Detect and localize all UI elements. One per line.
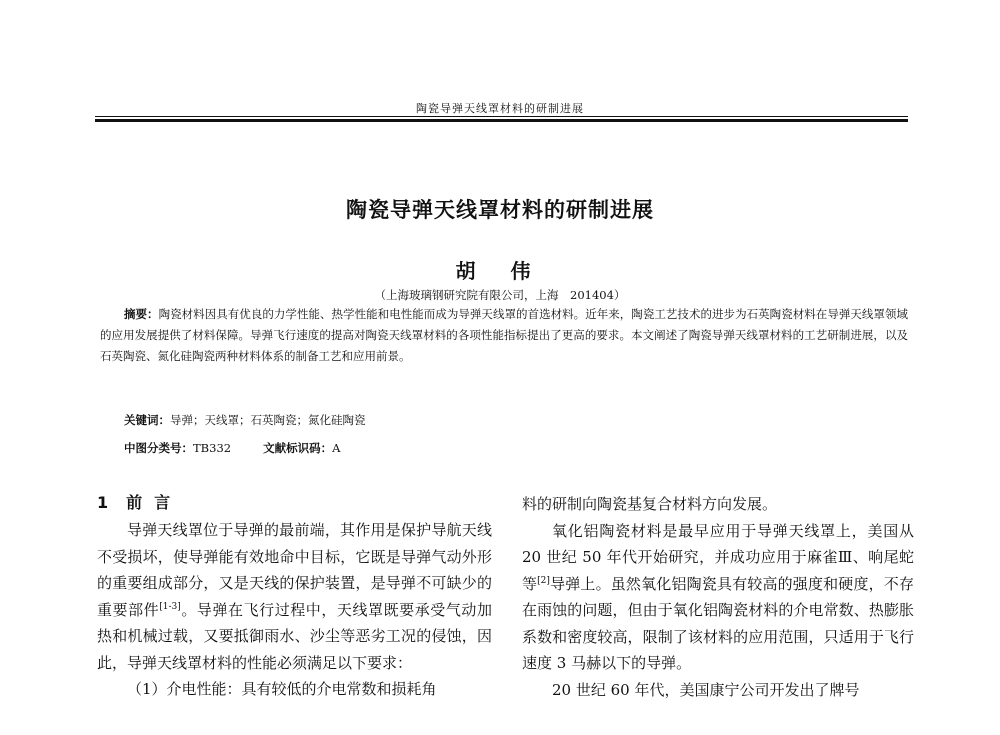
right-column xyxy=(522,491,914,703)
header-rule-thin xyxy=(95,116,908,117)
section-title: 前言 xyxy=(126,493,183,512)
citation: [1-3] xyxy=(159,601,181,612)
section-number: 1 xyxy=(97,493,109,512)
keywords-label: 关键词： xyxy=(124,413,170,427)
doc-code-label: 文献标识码： xyxy=(263,441,333,455)
doc-code-value: A xyxy=(332,441,341,455)
citation: [2] xyxy=(537,575,550,586)
keywords-text: 导弹；天线罩；石英陶瓷；氮化硅陶瓷 xyxy=(170,413,366,427)
left-column xyxy=(97,491,492,703)
running-header: 陶瓷导弹天线罩材料的研制进展 xyxy=(416,102,584,115)
affiliation: （上海玻璃钢研究院有限公司，上海 201404） xyxy=(374,288,626,302)
intro-paragraph: 导弹天线罩位于导弹的最前端，其作用是保护导航天线不受损坏，使导弹能有效地命中目标，它既是导弹气动外形的重要组成部分，又是天线的保护装置，是导弹不可缺少的重要部件[1-3]。导弹在飞行过程中，天线罩既要承受气动加热和机械过载，又要抵御雨水、沙尘等恶劣工况的侵蚀，因此，导弹天线罩材料的性能必须满足以下要求： xyxy=(97,521,492,672)
alumina-paragraph: 氧化铝陶瓷材料是最早应用于导弹天线罩上，美国从 20 世纪 50 年代开始研究，并成功应用于麻雀Ⅲ、响尾蛇等[2]导弹上。虽然氧化铝陶瓷具有较高的强度和硬度，不存在雨蚀的问题，但由于氧化铝陶瓷材料的介电常数、热膨胀系数和密度较高，限制了该材料的应用范围，只适用于飞行速度 3 马赫以下的导弹。 xyxy=(522,521,914,672)
corning-paragraph: 20 世纪 60 年代，美国康宁公司开发出了牌号 xyxy=(552,680,860,699)
continued-paragraph: 料的研制向陶瓷基复合材料方向发展。 xyxy=(522,495,778,513)
paper-title: 陶瓷导弹天线罩材料的研制进展 xyxy=(346,198,654,222)
author: 胡 伟 xyxy=(455,259,545,283)
abstract-label: 摘要： xyxy=(124,307,159,321)
requirement-item: （1）介电性能：具有较低的介电常数和损耗角 xyxy=(127,680,437,698)
clc-label: 中图分类号： xyxy=(124,441,193,455)
clc-value: TB332 xyxy=(193,441,232,455)
classification-line xyxy=(124,440,340,456)
keywords-line xyxy=(124,412,366,428)
section-heading xyxy=(97,491,492,515)
abstract-text: 陶瓷材料因具有优良的力学性能、热学性能和电性能而成为导弹天线罩的首选材料。近年来，陶瓷工艺技术的进步为石英陶瓷材料在导弹天线罩领域的应用发展提供了材料保障。导弹飞行速度的提高对陶瓷天线罩材料的各项性能指标提出了更高的要求。本文阐述了陶瓷导弹天线罩材料的工艺研制进展，以及石英陶瓷、氮化硅陶瓷两种材料体系的制备工艺和应用前景。 xyxy=(100,307,908,363)
header-rule-thick xyxy=(95,119,908,122)
abstract xyxy=(100,304,908,367)
